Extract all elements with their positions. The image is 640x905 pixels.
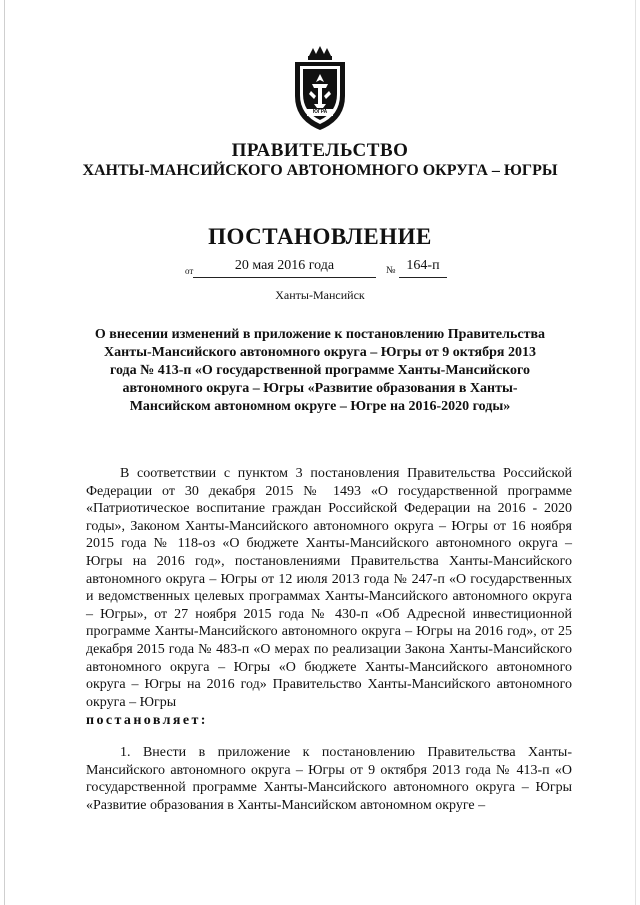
preamble-paragraph: В соответствии с пунктом 3 постановления Правительства Российской Федерации от 30 декабря 2015 № 1493 «О государственной программе «Патриотическое воспитание граждан Российской Федерации на 2016 - 2020 годы», Законом Ханты-Мансийского автономного округа – Югры от 16 ноября 2015 года № 118-оз «О бюджете Ханты-Мансийского автономного округа – Югры на 2016 год», постановлениями Правительства Ханты-Мансийского автономного округа – Югры от 12 июля 2013 года № 247-п «О государственных и ведомственных целевых программах Ханты-Мансийского автономного округа – Югры», от 27 ноября 2015 года № 430-п «Об Адресной инвестиционной программе Ханты-Мансийского автономного округа – Югры на 2016 год», от 25 декабря 2015 года № 483-п «О мерах по реализации Закона Ханты-Мансийского автономного округа – Югры «О бюджете Ханты-Мансийского автономного округа – Югры на 2016 год» Правительство Ханты-Мансийского автономного округа – Югры <box>86 466 572 710</box>
date-prefix: от <box>185 266 194 276</box>
government-subtitle: ХАНТЫ-МАНСИЙСКОГО АВТОНОМНОГО ОКРУГА – ЮГРЫ <box>82 162 558 179</box>
document-number: 164-п <box>406 258 440 273</box>
city: Ханты-Мансийск <box>275 288 365 302</box>
document-type: ПОСТАНОВЛЕНИЕ <box>208 224 432 249</box>
page-edge-left <box>4 0 5 905</box>
page-edge-right <box>635 0 636 905</box>
emblem-caption: ЮГРА <box>312 109 328 115</box>
document-date: 20 мая 2016 года <box>234 258 335 273</box>
number-underline <box>399 277 447 278</box>
date-underline <box>193 277 376 278</box>
document-heading: О внесении изменений в приложение к постановлению Правительства Ханты-Мансийского автономного округа – Югры от 9 октября 2013 года № 413-п «О государственной программе Ханты-Мансийского автономного округа – Югры «Развитие образования в Ханты-Мансийском автономном округе – Югре на 2016-2020 годы» <box>94 327 546 414</box>
number-prefix: № <box>386 265 396 276</box>
government-title: ПРАВИТЕЛЬСТВО <box>231 140 409 161</box>
date-number-row <box>0 258 640 282</box>
item-1-paragraph: 1. Внести в приложение к постановлению Правительства Ханты-Мансийского автономного округа – Югры от 9 октября 2013 года № 413-п «О государственной программе Ханты-Мансийского автономного округа – Югры «Развитие образования в Ханты-Мансийском автономном округе – <box>86 745 572 813</box>
coat-of-arms-icon <box>287 44 353 134</box>
resolves-word: постановляет: <box>86 713 208 728</box>
